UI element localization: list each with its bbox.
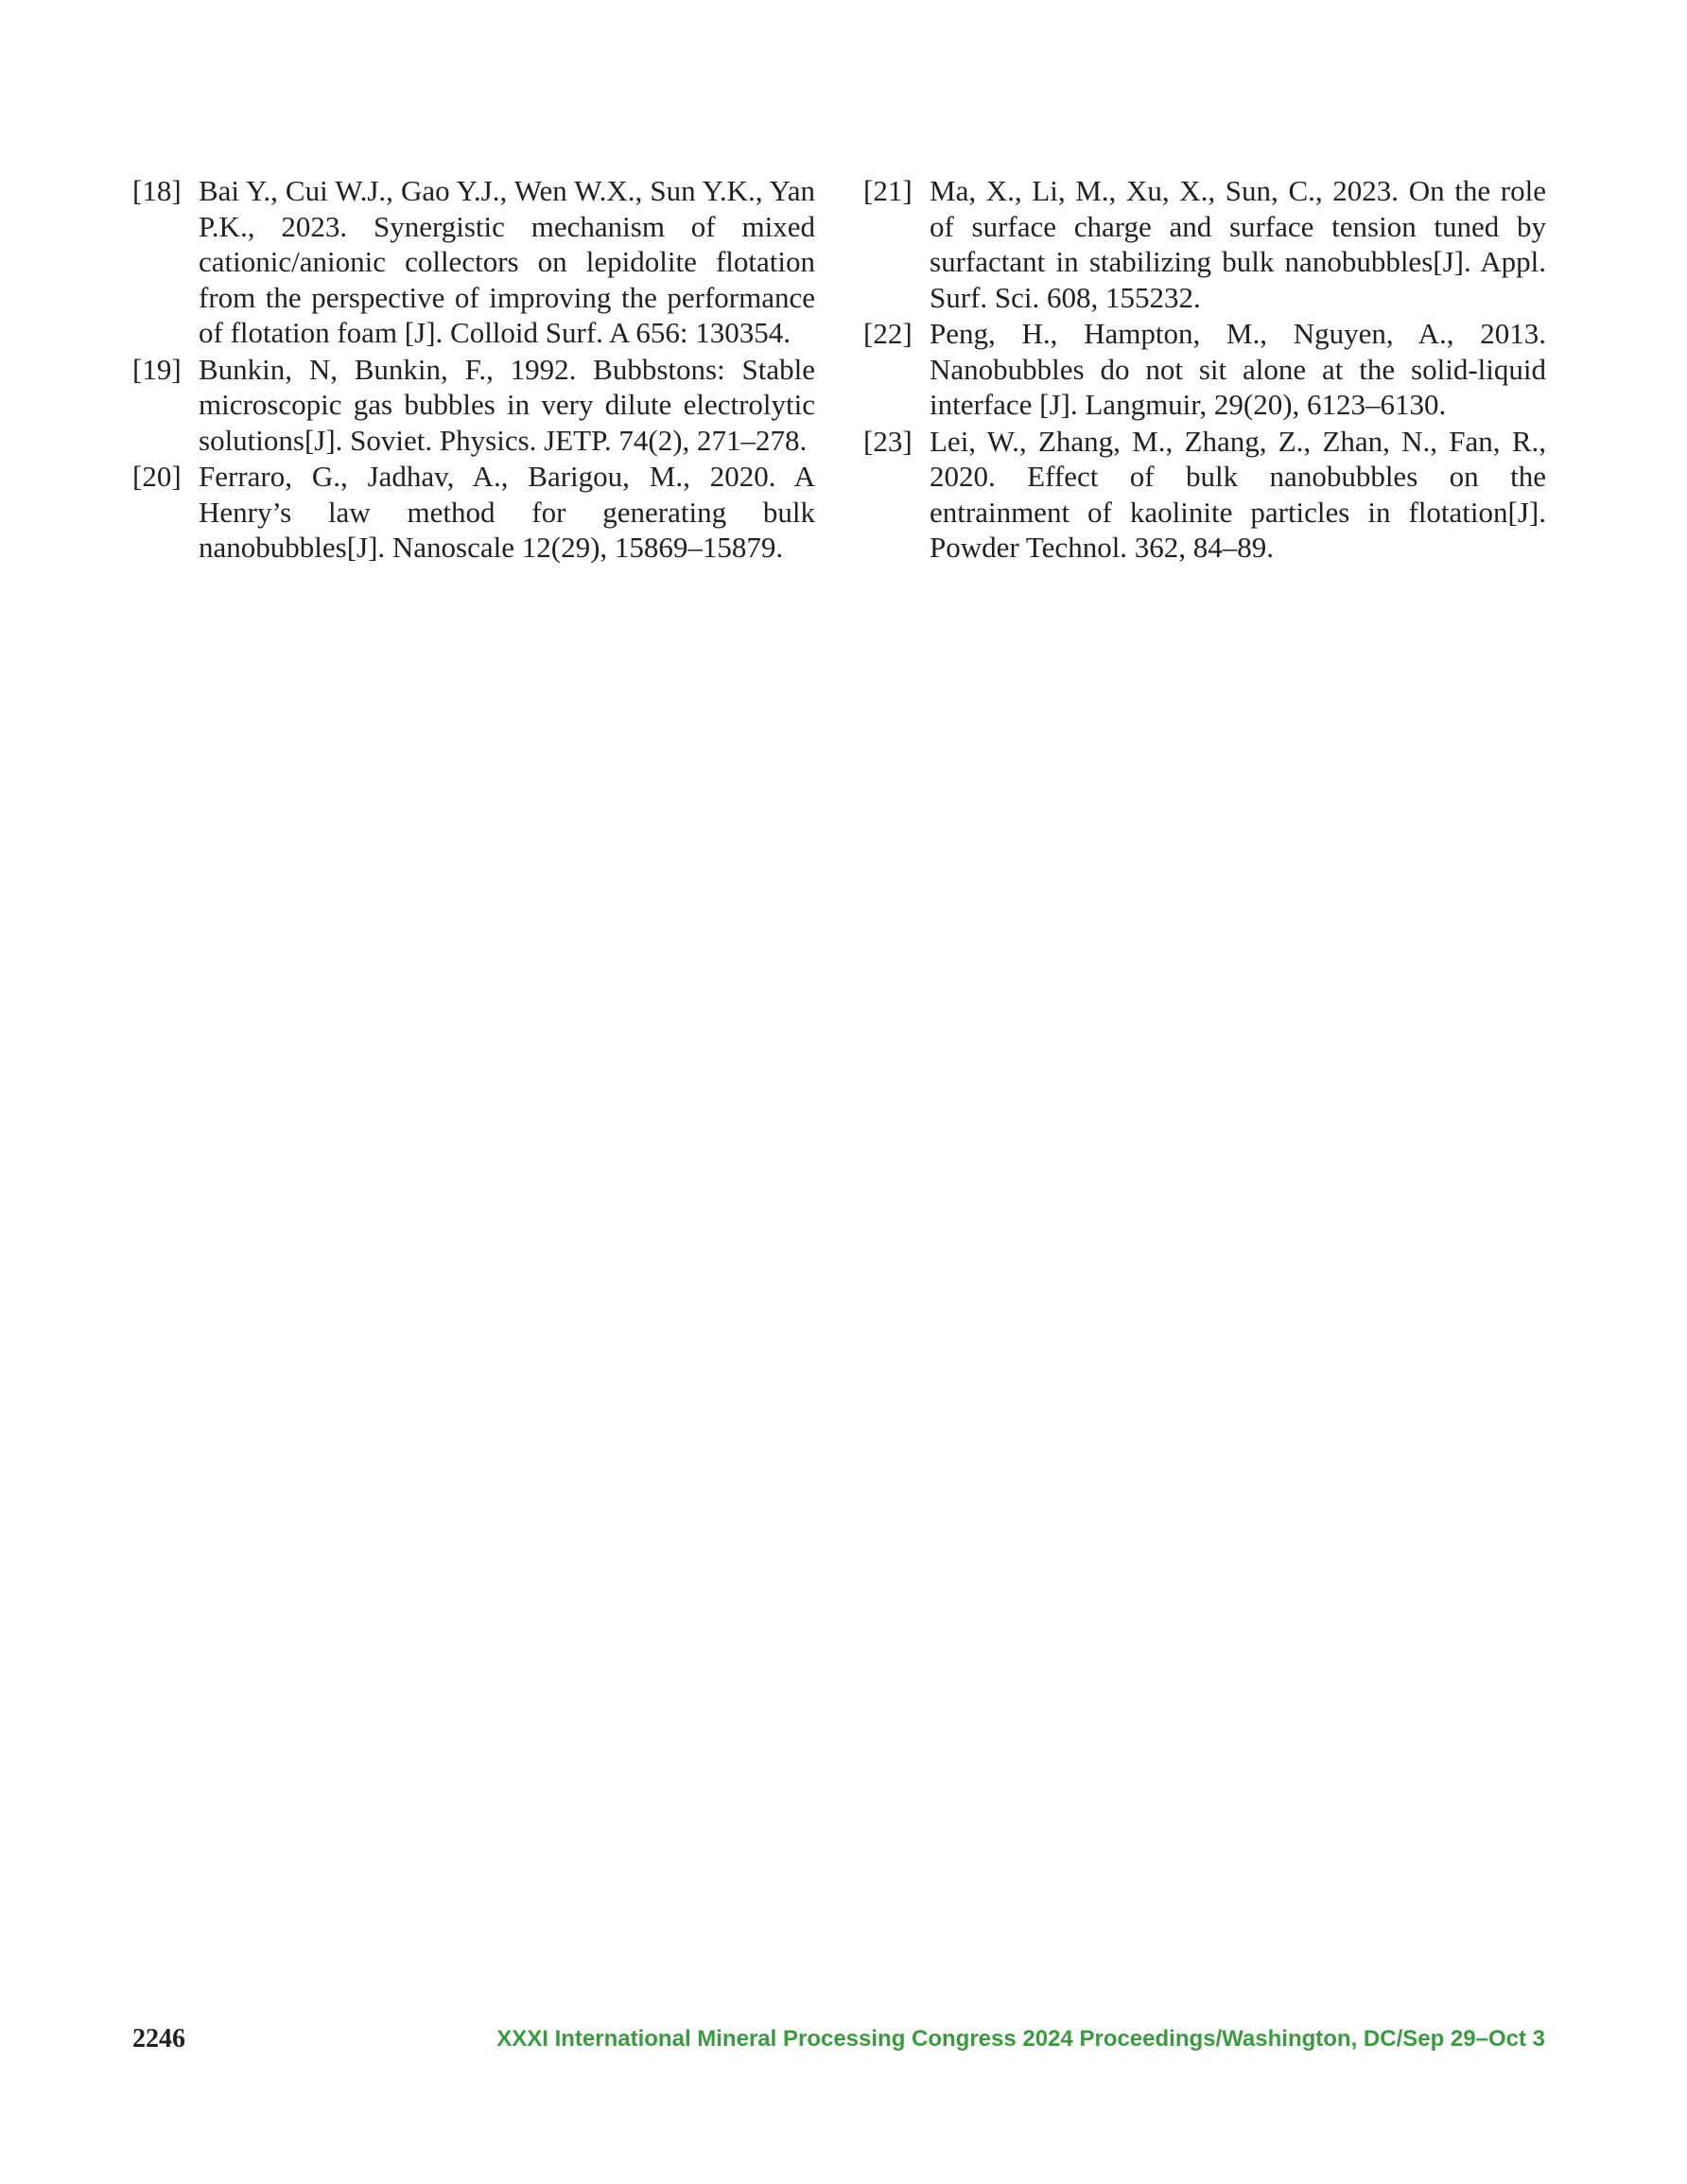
reference-text: Bunkin, N, Bunkin, F., 1992. Bubbstons: Stable microscopic gas bubbles in very dilute electrolytic solutions[J]. Soviet. Physics. JETP. 74(2), 271–278. (199, 352, 815, 457)
reference-entry (863, 316, 1546, 423)
reference-number: [18] (132, 174, 182, 207)
reference-entry (132, 352, 815, 459)
reference-text: Bai Y., Cui W.J., Gao Y.J., Wen W.X., Sun Y.K., Yan P.K., 2023. Synergistic mechanism of mixed cationic/anionic collectors on lepidolite flotation from the perspective of improving the performance of flotation foam [J]. Colloid Surf. A 656: 130354. (199, 174, 815, 349)
reference-text: Peng, H., Hampton, M., Nguyen, A., 2013. Nanobubbles do not sit alone at the solid-liquid interface [J]. Langmuir, 29(20), 6123–6130. (930, 317, 1546, 421)
page-footer (132, 2024, 1545, 2062)
reference-number: [22] (863, 317, 913, 350)
reference-entry (132, 173, 815, 351)
reference-entry (863, 424, 1546, 566)
reference-text: Lei, W., Zhang, M., Zhang, Z., Zhan, N., Fan, R., 2020. Effect of bulk nanobubbles on the entrainment of kaolinite particles in flotation[J]. Powder Technol. 362, 84–89. (930, 424, 1546, 564)
reference-list-left-column (132, 173, 815, 567)
reference-entry (863, 173, 1546, 315)
reference-entry (132, 459, 815, 566)
page-number: 2246 (132, 2024, 185, 2053)
reference-number: [19] (132, 352, 182, 386)
reference-text: Ferraro, G., Jadhav, A., Barigou, M., 2020. A Henry’s law method for generating bulk nanobubbles[J]. Nanoscale 12(29), 15869–15879. (199, 460, 815, 564)
reference-number: [23] (863, 424, 913, 458)
reference-number: [20] (132, 460, 182, 493)
reference-number: [21] (863, 174, 913, 207)
reference-list-right-column (863, 173, 1546, 567)
reference-text: Ma, X., Li, M., Xu, X., Sun, C., 2023. On the role of surface charge and surface tension tuned by surfactant in stabilizing bulk nanobubbles[J]. Appl. Surf. Sci. 608, 155232. (930, 174, 1546, 314)
running-footer-title: XXXI International Mineral Processing Congress 2024 Proceedings/Washington, DC/Sep 29–Oct 3 (496, 2026, 1545, 2052)
